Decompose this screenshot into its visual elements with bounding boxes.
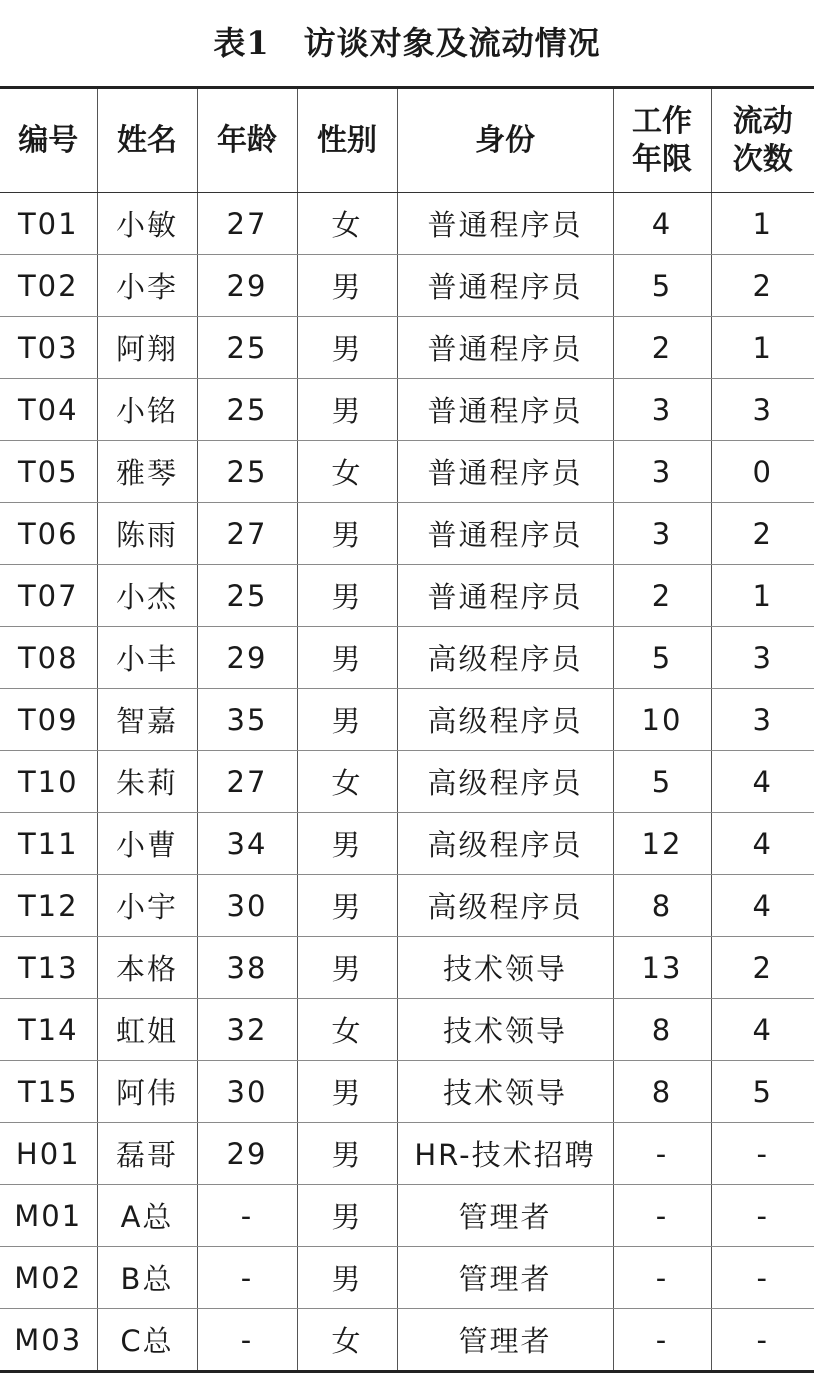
cell-role: 普通程序员	[397, 317, 613, 379]
cell-role: 管理者	[397, 1309, 613, 1372]
cell-moves: 2	[711, 255, 814, 317]
cell-id: H01	[0, 1123, 97, 1185]
cell-moves: -	[711, 1247, 814, 1309]
cell-moves: 1	[711, 193, 814, 255]
table-row	[0, 503, 814, 565]
cell-years: -	[613, 1309, 711, 1372]
cell-gender: 女	[297, 193, 397, 255]
cell-role: 高级程序员	[397, 813, 613, 875]
cell-gender: 女	[297, 441, 397, 503]
cell-age: 30	[197, 1061, 297, 1123]
cell-moves: 4	[711, 875, 814, 937]
cell-moves: 1	[711, 317, 814, 379]
table-row	[0, 627, 814, 689]
cell-age: 27	[197, 503, 297, 565]
cell-age: 29	[197, 255, 297, 317]
cell-gender: 男	[297, 317, 397, 379]
cell-years: 8	[613, 999, 711, 1061]
cell-years: 5	[613, 751, 711, 813]
cell-name: 陈雨	[97, 503, 197, 565]
cell-role: 普通程序员	[397, 565, 613, 627]
cell-id: T08	[0, 627, 97, 689]
cell-gender: 男	[297, 875, 397, 937]
cell-years: -	[613, 1123, 711, 1185]
cell-age: 25	[197, 441, 297, 503]
cell-gender: 男	[297, 503, 397, 565]
cell-id: T05	[0, 441, 97, 503]
cell-id: T09	[0, 689, 97, 751]
cell-name: C总	[97, 1309, 197, 1372]
cell-name: 磊哥	[97, 1123, 197, 1185]
cell-years: 2	[613, 565, 711, 627]
cell-role: 管理者	[397, 1185, 613, 1247]
cell-age: 34	[197, 813, 297, 875]
cell-role: 高级程序员	[397, 689, 613, 751]
cell-years: 3	[613, 441, 711, 503]
table-row	[0, 255, 814, 317]
cell-years: 5	[613, 627, 711, 689]
cell-years: 13	[613, 937, 711, 999]
header-age: 年龄	[197, 88, 297, 193]
table-row	[0, 1061, 814, 1123]
cell-moves: 2	[711, 503, 814, 565]
cell-gender: 男	[297, 627, 397, 689]
header-years-line1: 工作	[632, 103, 692, 139]
cell-years: 8	[613, 875, 711, 937]
cell-id: T10	[0, 751, 97, 813]
cell-id: T03	[0, 317, 97, 379]
cell-gender: 男	[297, 565, 397, 627]
cell-name: B总	[97, 1247, 197, 1309]
header-years-line2: 年限	[632, 141, 692, 177]
cell-role: 高级程序员	[397, 627, 613, 689]
cell-moves: 0	[711, 441, 814, 503]
cell-role: 普通程序员	[397, 441, 613, 503]
header-moves-line2: 次数	[732, 141, 793, 177]
cell-moves: 2	[711, 937, 814, 999]
cell-id: T13	[0, 937, 97, 999]
cell-role: 高级程序员	[397, 751, 613, 813]
cell-years: 5	[613, 255, 711, 317]
header-name: 姓名	[97, 88, 197, 193]
cell-age: 29	[197, 627, 297, 689]
table-row	[0, 193, 814, 255]
cell-gender: 男	[297, 379, 397, 441]
cell-age: 25	[197, 565, 297, 627]
cell-gender: 男	[297, 813, 397, 875]
cell-years: 3	[613, 379, 711, 441]
header-id: 编号	[0, 88, 97, 193]
cell-name: 小丰	[97, 627, 197, 689]
cell-id: T01	[0, 193, 97, 255]
cell-years: -	[613, 1247, 711, 1309]
cell-name: 阿翔	[97, 317, 197, 379]
table-row	[0, 999, 814, 1061]
cell-age: 27	[197, 193, 297, 255]
cell-id: M03	[0, 1309, 97, 1372]
cell-id: T06	[0, 503, 97, 565]
table-row	[0, 379, 814, 441]
cell-gender: 男	[297, 689, 397, 751]
table-row	[0, 937, 814, 999]
header-moves	[711, 88, 814, 193]
cell-id: T14	[0, 999, 97, 1061]
cell-gender: 女	[297, 751, 397, 813]
cell-age: -	[197, 1309, 297, 1372]
cell-name: 小宇	[97, 875, 197, 937]
cell-role: 普通程序员	[397, 379, 613, 441]
cell-moves: 5	[711, 1061, 814, 1123]
interviewee-table	[0, 86, 814, 1373]
cell-moves: -	[711, 1123, 814, 1185]
cell-id: M02	[0, 1247, 97, 1309]
cell-age: 27	[197, 751, 297, 813]
cell-age: 35	[197, 689, 297, 751]
cell-age: 25	[197, 379, 297, 441]
cell-years: 12	[613, 813, 711, 875]
table-row	[0, 565, 814, 627]
table-row	[0, 1247, 814, 1309]
header-moves-line1: 流动	[732, 103, 793, 139]
cell-name: 虹姐	[97, 999, 197, 1061]
cell-years: 8	[613, 1061, 711, 1123]
cell-age: 29	[197, 1123, 297, 1185]
cell-years: 3	[613, 503, 711, 565]
cell-moves: 3	[711, 379, 814, 441]
cell-role: 高级程序员	[397, 875, 613, 937]
cell-moves: 4	[711, 999, 814, 1061]
cell-moves: -	[711, 1309, 814, 1372]
cell-years: 4	[613, 193, 711, 255]
cell-age: 30	[197, 875, 297, 937]
table-row	[0, 813, 814, 875]
cell-moves: 4	[711, 813, 814, 875]
cell-role: 普通程序员	[397, 503, 613, 565]
cell-role: HR-技术招聘	[397, 1123, 613, 1185]
table-row	[0, 875, 814, 937]
cell-name: 本格	[97, 937, 197, 999]
cell-gender: 男	[297, 1185, 397, 1247]
cell-name: 小敏	[97, 193, 197, 255]
cell-id: T07	[0, 565, 97, 627]
cell-years: 2	[613, 317, 711, 379]
cell-role: 技术领导	[397, 1061, 613, 1123]
table-row	[0, 689, 814, 751]
table-row	[0, 441, 814, 503]
header-gender: 性别	[297, 88, 397, 193]
cell-name: 雅琴	[97, 441, 197, 503]
cell-id: T04	[0, 379, 97, 441]
cell-name: 小铭	[97, 379, 197, 441]
cell-gender: 女	[297, 999, 397, 1061]
cell-role: 普通程序员	[397, 193, 613, 255]
cell-age: 25	[197, 317, 297, 379]
cell-age: 32	[197, 999, 297, 1061]
cell-age: -	[197, 1185, 297, 1247]
cell-id: T15	[0, 1061, 97, 1123]
cell-gender: 男	[297, 255, 397, 317]
cell-moves: 4	[711, 751, 814, 813]
cell-role: 普通程序员	[397, 255, 613, 317]
cell-role: 管理者	[397, 1247, 613, 1309]
cell-name: 阿伟	[97, 1061, 197, 1123]
cell-age: 38	[197, 937, 297, 999]
table-row	[0, 1123, 814, 1185]
table-caption	[0, 18, 814, 64]
table-row	[0, 1185, 814, 1247]
cell-gender: 男	[297, 1061, 397, 1123]
header-years	[613, 88, 711, 193]
header-role: 身份	[397, 88, 613, 193]
cell-moves: -	[711, 1185, 814, 1247]
cell-age: -	[197, 1247, 297, 1309]
cell-moves: 3	[711, 689, 814, 751]
cell-gender: 男	[297, 937, 397, 999]
cell-id: T11	[0, 813, 97, 875]
cell-id: T02	[0, 255, 97, 317]
table-row	[0, 751, 814, 813]
table-number: 表1	[213, 24, 270, 62]
cell-name: 小杰	[97, 565, 197, 627]
cell-name: A总	[97, 1185, 197, 1247]
cell-id: M01	[0, 1185, 97, 1247]
cell-name: 小李	[97, 255, 197, 317]
cell-years: 10	[613, 689, 711, 751]
cell-name: 智嘉	[97, 689, 197, 751]
cell-moves: 3	[711, 627, 814, 689]
table-body	[0, 193, 814, 1372]
cell-role: 技术领导	[397, 999, 613, 1061]
cell-gender: 女	[297, 1309, 397, 1372]
table-row	[0, 1309, 814, 1372]
cell-role: 技术领导	[397, 937, 613, 999]
cell-name: 小曹	[97, 813, 197, 875]
cell-gender: 男	[297, 1247, 397, 1309]
cell-gender: 男	[297, 1123, 397, 1185]
table-header-row	[0, 88, 814, 193]
cell-years: -	[613, 1185, 711, 1247]
cell-moves: 1	[711, 565, 814, 627]
table-title: 访谈对象及流动情况	[303, 24, 601, 62]
cell-name: 朱莉	[97, 751, 197, 813]
cell-id: T12	[0, 875, 97, 937]
table-row	[0, 317, 814, 379]
